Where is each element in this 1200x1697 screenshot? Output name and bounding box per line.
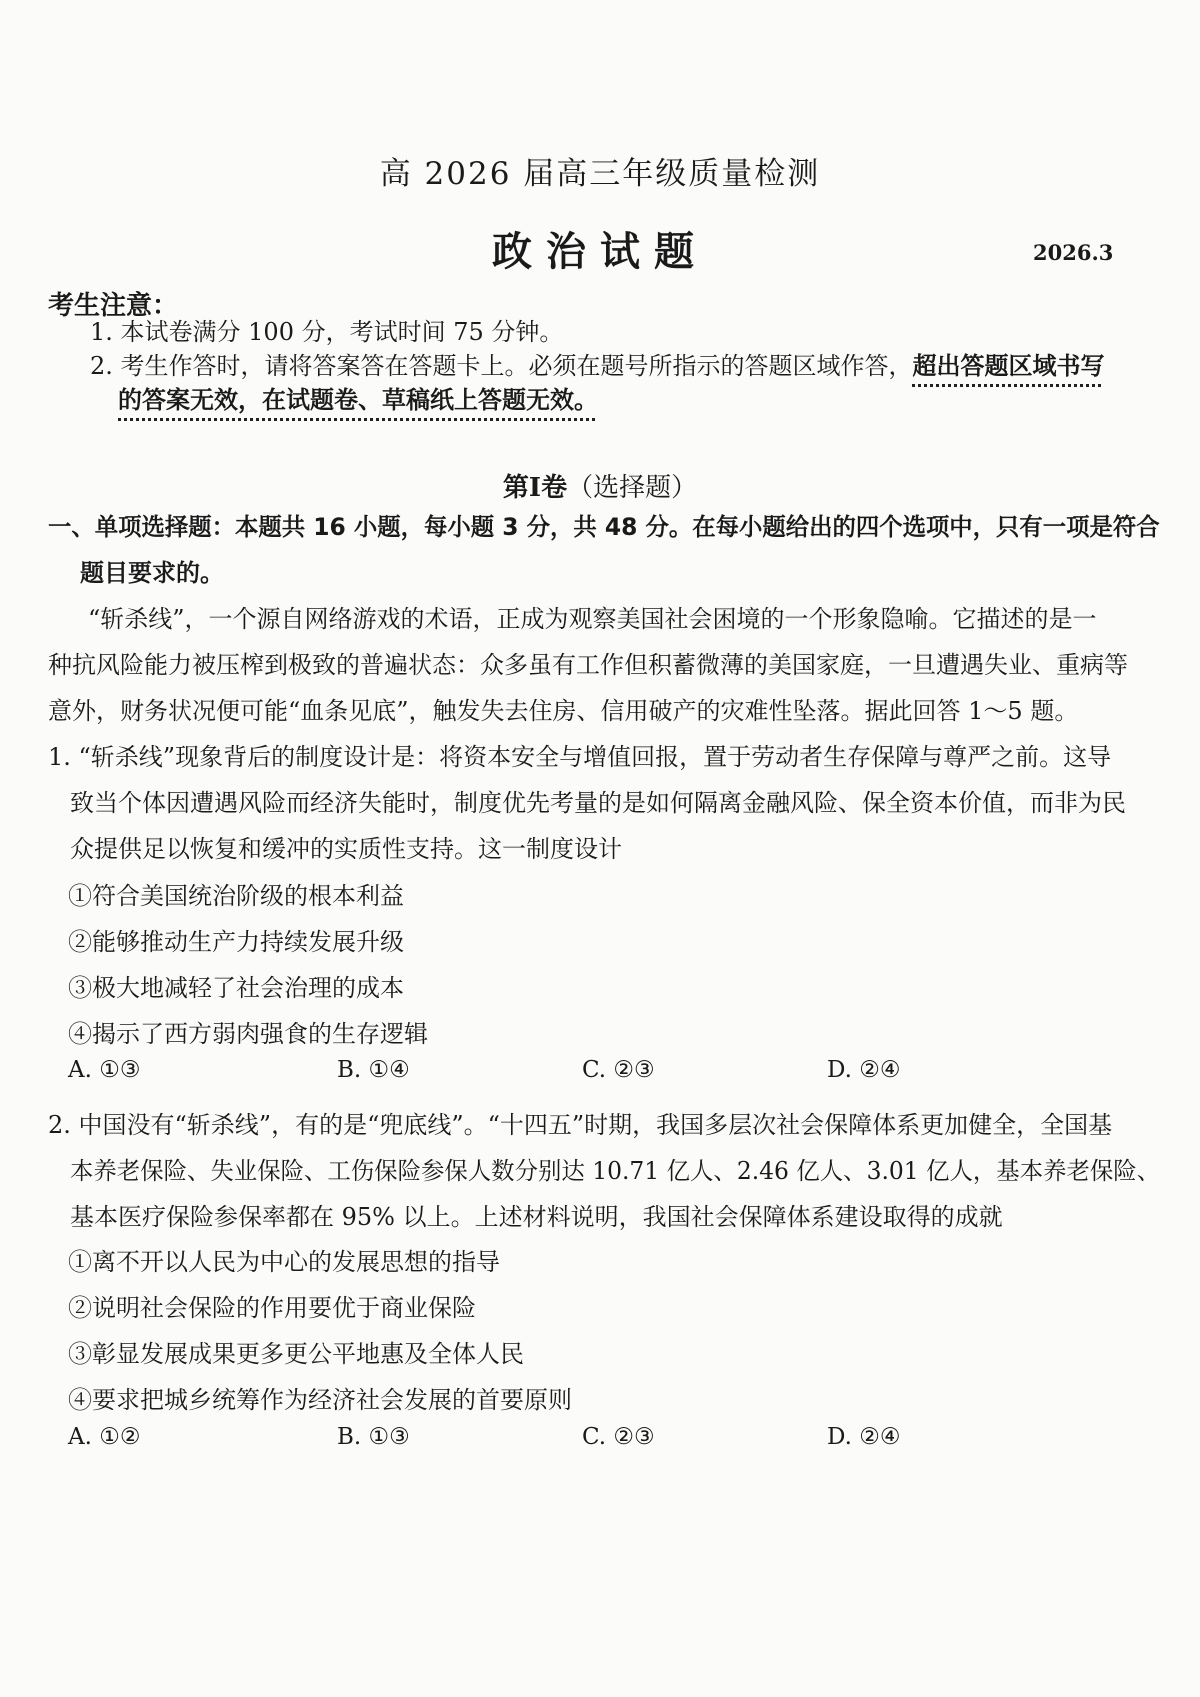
q1-option-2: ②能够推动生产力持续发展升级: [68, 928, 404, 956]
q2-option-4: ④要求把城乡统筹作为经济社会发展的首要原则: [68, 1386, 572, 1414]
exam-subtitle: 高 2026 届高三年级质量检测: [379, 156, 821, 192]
q2-option-2: ②说明社会保险的作用要优于商业保险: [68, 1294, 476, 1322]
q2-choice-a: A. ①②: [68, 1424, 141, 1450]
notice-heading: 考生注意：: [48, 291, 179, 321]
part1-heading-line1: 一、单项选择题：本题共 16 小题，每小题 3 分，共 48 分。在每小题给出的四个选项中，只有一项是符合: [48, 513, 1160, 541]
q2-option-3: ③彰显发展成果更多更公平地惠及全体人民: [68, 1340, 524, 1368]
q1-choice-d: D. ②④: [827, 1057, 901, 1083]
section-title: [0, 467, 1200, 504]
q1-choice-b: B. ①④: [337, 1057, 410, 1083]
notice-item-2-text: 2. 考生作答时，请将答案答在答题卡上。必须在题号所指示的答题区域作答，: [90, 352, 913, 380]
q2-choice-c: C. ②③: [582, 1424, 655, 1450]
q1-choice-c: C. ②③: [582, 1057, 655, 1083]
part1-heading-line2: 题目要求的。: [80, 559, 224, 587]
q1-choice-a: A. ①③: [68, 1057, 141, 1083]
q1-stem-line-1: 1. “斩杀线”现象背后的制度设计是：将资本安全与增值回报，置于劳动者生存保障与尊严之前。这导: [48, 743, 1112, 771]
notice-item-2-cont: [118, 380, 598, 415]
passage-line-2: 种抗风险能力被压榨到极致的普遍状态：众多虽有工作但积蓄微薄的美国家庭，一旦遭遇失业、重病等: [48, 651, 1128, 679]
passage-line-1: “斩杀线”，一个源自网络游戏的术语，正成为观察美国社会困境的一个形象隐喻。它描述的是一: [88, 605, 1097, 633]
notice-item-2: [90, 346, 1105, 381]
notice-item-2-emphasis-cont: 的答案无效，在试题卷、草稿纸上答题无效。: [118, 385, 598, 414]
q2-choice-d: D. ②④: [827, 1424, 901, 1450]
q1-stem-line-2: 致当个体因遭遇风险而经济失能时，制度优先考量的是如何隔离金融风险、保全资本价值，而非为民: [70, 789, 1126, 817]
q1-stem-line-3: 众提供足以恢复和缓冲的实质性支持。这一制度设计: [70, 835, 622, 863]
exam-title: 政治试题: [492, 229, 708, 275]
passage-line-3: 意外，财务状况便可能“血条见底”，触发失去住房、信用破产的灾难性坠落。据此回答 1～5 题。: [48, 697, 1079, 725]
q2-stem-line-1: 2. 中国没有“斩杀线”，有的是“兜底线”。“十四五”时期，我国多层次社会保障体系更加健全，全国基: [48, 1111, 1113, 1139]
q2-choice-b: B. ①③: [337, 1424, 410, 1450]
section-volume: 第Ⅰ卷: [502, 473, 568, 503]
notice-item-2-emphasis: 超出答题区域书写: [912, 351, 1105, 380]
q2-stem-line-3: 基本医疗保险参保率都在 95% 以上。上述材料说明，我国社会保障体系建设取得的成就: [70, 1203, 1003, 1231]
notice-item-1: 1. 本试卷满分 100 分，考试时间 75 分钟。: [90, 318, 564, 346]
q1-option-1: ①符合美国统治阶级的根本利益: [68, 882, 404, 910]
exam-date: 2026.3: [1033, 240, 1114, 265]
section-note: （选择题）: [567, 473, 698, 503]
q1-option-3: ③极大地减轻了社会治理的成本: [68, 974, 404, 1002]
q1-option-4: ④揭示了西方弱肉强食的生存逻辑: [68, 1020, 428, 1048]
q2-stem-line-2: 本养老保险、失业保险、工伤保险参保人数分别达 10.71 亿人、2.46 亿人、3.01 亿人，基本养老保险、: [70, 1157, 1161, 1185]
q2-option-1: ①离不开以人民为中心的发展思想的指导: [68, 1248, 500, 1276]
